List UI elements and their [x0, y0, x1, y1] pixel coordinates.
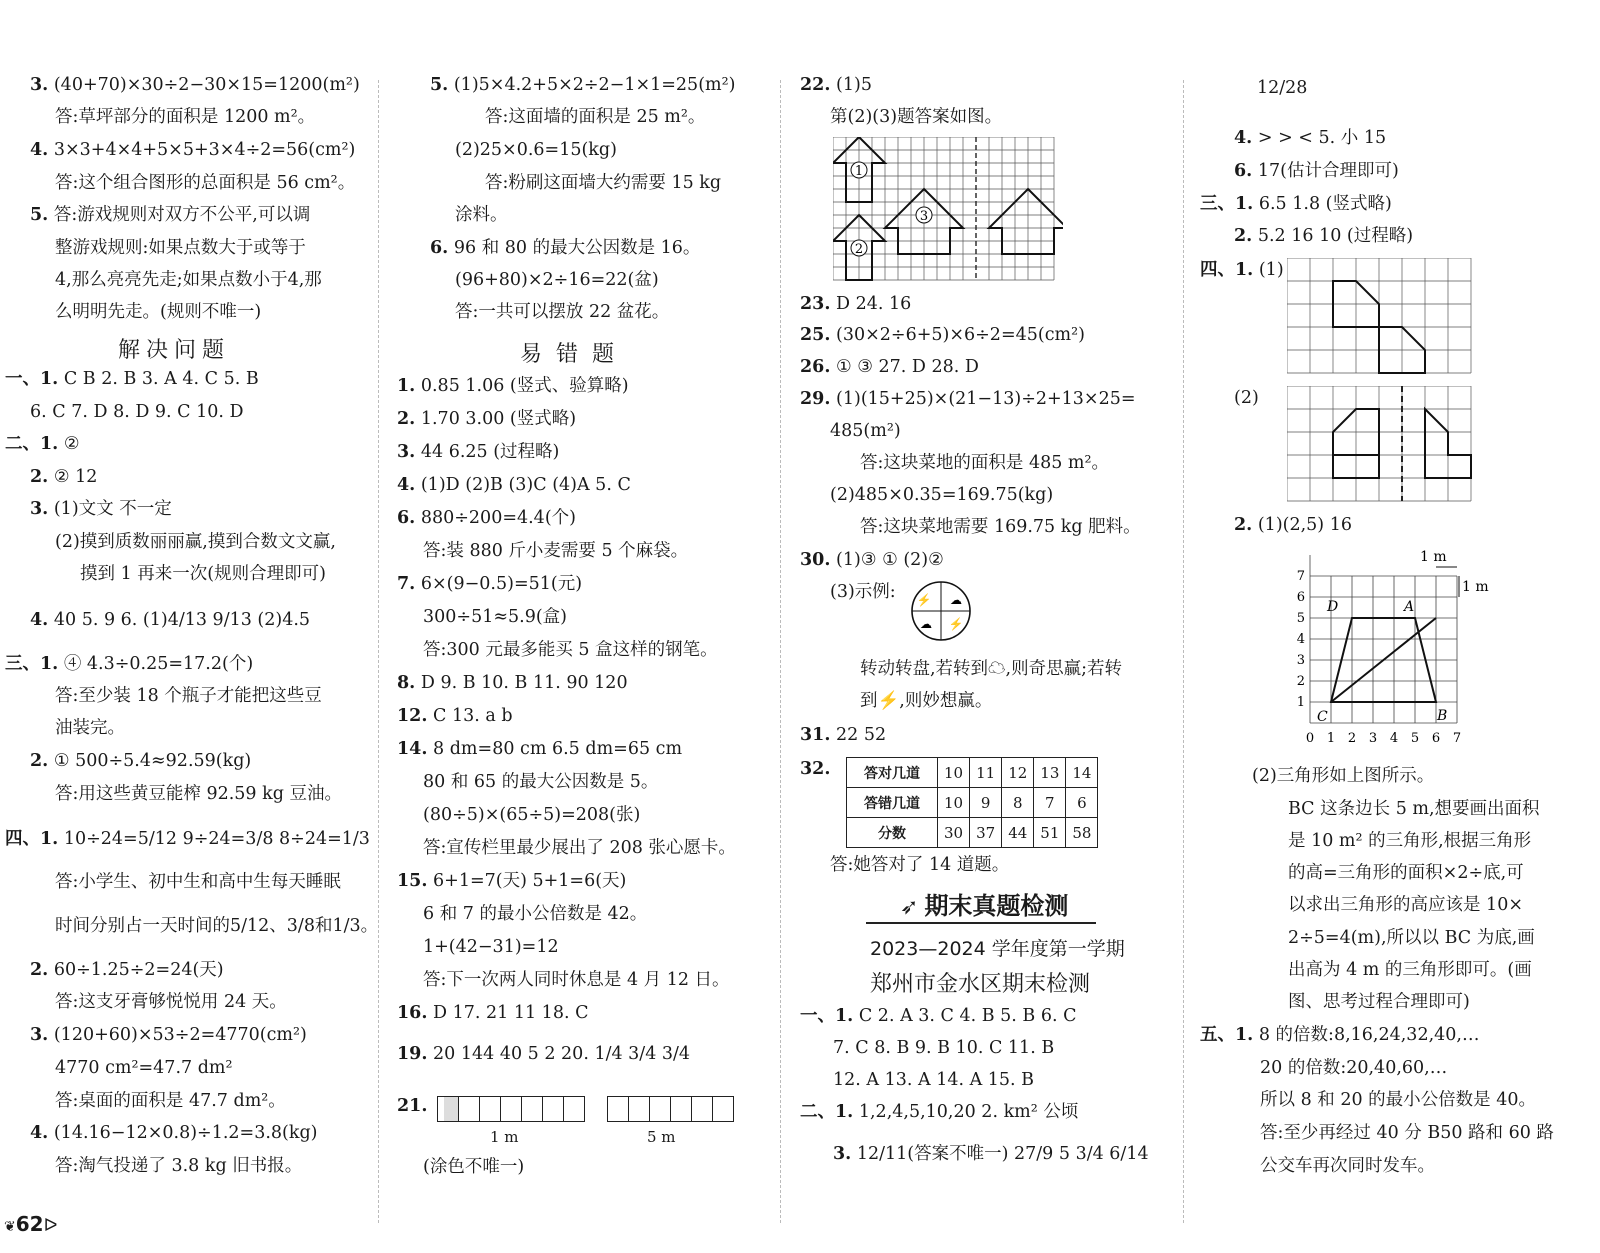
answer-line: (1)(15+25)×(21−13)÷2+13×25=: [836, 389, 1136, 409]
item-number: 19.: [397, 1044, 428, 1064]
item-number: 31.: [800, 725, 831, 745]
table-cell: 51: [1034, 818, 1066, 848]
answer-line: 5.2 16 10 (过程略): [1257, 226, 1414, 246]
cloud-icon: ☁: [920, 617, 932, 631]
item-number: 6.: [397, 508, 416, 528]
item-number: 2.: [1234, 226, 1253, 246]
column-1: [0, 0, 379, 1253]
x-tick-label: 4: [1389, 731, 1399, 746]
shaded-boxes-5m: [607, 1096, 733, 1126]
answer-line: 是 10 m² 的三角形,根据三角形: [1288, 831, 1532, 851]
answer-line: (2): [1234, 388, 1259, 408]
y-tick-label: 1: [1296, 695, 1305, 710]
item-number: 8.: [397, 673, 416, 693]
answer-line: 答:游戏规则对双方不公平,可以调: [53, 205, 311, 225]
answer-line: (2)485×0.35=169.75(kg): [830, 485, 1054, 505]
item-number: 29.: [800, 389, 831, 409]
answer-line: 22 52: [836, 725, 887, 745]
table-cell: 11: [970, 758, 1002, 788]
answer-line: (涂色不唯一): [423, 1157, 525, 1177]
column-2: [385, 0, 775, 1253]
answer-line: 6+1=7(天) 5+1=6(天): [433, 871, 627, 891]
answer-line: 12/11(答案不唯一) 27/9 5 3/4 6/14: [856, 1144, 1149, 1164]
section-heading: 解决问题: [118, 338, 231, 363]
answer-line: 摸到 1 再来一次(规则合理即可): [80, 564, 326, 584]
answer-line: 80 和 65 的最大公因数是 5。: [423, 772, 659, 792]
x-tick-label: 7: [1452, 731, 1462, 746]
table-cell: 58: [1066, 818, 1098, 848]
answer-line: C 13. a b: [433, 706, 513, 726]
x-tick-label: 3: [1368, 731, 1378, 746]
item-number: 12.: [397, 706, 428, 726]
x-tick-label: 0: [1305, 731, 1315, 746]
point-label-d: D: [1327, 599, 1339, 615]
answer-line: (2)三角形如上图所示。: [1252, 766, 1435, 786]
answer-line: 涂料。: [455, 205, 508, 225]
point-label-b: B: [1437, 708, 1448, 724]
answer-line: (1)5×4.2+5×2÷2−1×1=25(m²): [453, 75, 736, 95]
item-number: 7.: [397, 574, 416, 594]
row-header: 答错几道: [847, 788, 938, 818]
answer-line: ② 12: [53, 467, 98, 487]
y-tick-label: 5: [1296, 611, 1305, 626]
rocket-icon: ➶: [900, 895, 919, 920]
cloud-icon: ☁: [950, 593, 962, 607]
answer-line: 880÷200=4.4(个): [420, 508, 576, 528]
table-cell: 9: [970, 788, 1002, 818]
answer-line: 答:这个组合图形的总面积是 56 cm²。: [55, 173, 356, 193]
box-label: 1 m: [490, 1128, 519, 1146]
item-number: 15.: [397, 871, 428, 891]
answer-line: C B 2. B 3. A 4. C 5. B: [63, 369, 259, 389]
answer-line: 到⚡,则妙想赢。: [860, 691, 993, 711]
item-number: 二、1.: [800, 1102, 854, 1122]
answer-line: 答:一共可以摆放 22 盆花。: [455, 302, 670, 322]
table-cell: 44: [1002, 818, 1034, 848]
leaf-icon: ❦: [4, 1219, 16, 1235]
spinner-wheel-figure: [910, 580, 972, 642]
shape-grid-2: [1287, 386, 1477, 504]
x-tick-label: 5: [1410, 731, 1420, 746]
answer-line: (96+80)×2÷16=22(盆): [455, 270, 659, 290]
item-number: 3.: [397, 442, 416, 462]
answer-line: (1)5: [836, 75, 872, 95]
answer-line: 8 的倍数:8,16,24,32,40,…: [1258, 1025, 1480, 1045]
swirl-icon: ᐅ: [43, 1215, 58, 1236]
answer-line: 答:300 元最多能买 5 盒这样的钢笔。: [423, 640, 718, 660]
answer-line: 答:宣传栏里最少展出了 208 张心愿卡。: [423, 838, 736, 858]
item-number: 3.: [833, 1144, 852, 1164]
answer-line: (1)文文 不一定: [53, 499, 172, 519]
answer-line: 6×(9−0.5)=51(元): [420, 574, 583, 594]
answer-line: 答:淘气投递了 3.8 kg 旧书报。: [55, 1156, 303, 1176]
answer-line: 答:这块菜地的面积是 485 m²。: [860, 453, 1110, 473]
shape-grid-1: [1287, 258, 1477, 376]
point-label-c: C: [1317, 709, 1328, 725]
svg-text:1: 1: [854, 164, 864, 179]
answer-line: 答:下一次两人同时休息是 4 月 12 日。: [423, 970, 730, 990]
table-row: [847, 788, 1098, 818]
table-cell: 14: [1066, 758, 1098, 788]
table-cell: 8: [1002, 788, 1034, 818]
answer-line: 12. A 13. A 14. A 15. B: [833, 1070, 1035, 1090]
item-number: 6.: [1234, 161, 1253, 181]
table-row: [847, 818, 1098, 848]
answer-line: (80÷5)×(65÷5)=208(张): [423, 805, 641, 825]
y-tick-label: 2: [1296, 674, 1305, 689]
point-label-a: A: [1404, 599, 1415, 615]
svg-text:3: 3: [919, 209, 929, 224]
answer-line: ②: [63, 434, 80, 454]
item-number: 2.: [1234, 515, 1253, 535]
item-number: 2.: [30, 467, 49, 487]
answer-line: 20 的倍数:20,40,60,…: [1260, 1058, 1448, 1078]
answer-line: ① 500÷5.4≈92.59(kg): [53, 751, 252, 771]
item-number: 26.: [800, 357, 831, 377]
x-tick-label: 6: [1431, 731, 1441, 746]
scale-label-v: 1 m: [1462, 579, 1489, 595]
answer-line: 2÷5=4(m),所以以 BC 为底,画: [1288, 928, 1535, 948]
answer-line: (1)③ ① (2)②: [836, 550, 944, 570]
answer-line: 0.85 1.06 (竖式、验算略): [420, 376, 629, 396]
item-number: 5.: [30, 205, 49, 225]
item-number: 四、1.: [5, 829, 59, 849]
answer-line: 17(估计合理即可): [1257, 161, 1399, 181]
answer-line: 答:粉刷这面墙大约需要 15 kg: [485, 173, 722, 193]
answer-line: (1)(2,5) 16: [1257, 515, 1352, 535]
item-number: 5.: [430, 75, 449, 95]
exam-school: 郑州市金水区期末检测: [870, 972, 1091, 997]
item-number: 二、1.: [5, 434, 59, 454]
answer-line: 答:这块菜地需要 169.75 kg 肥料。: [860, 517, 1141, 537]
column-4: [1192, 0, 1592, 1253]
item-number: 21.: [397, 1096, 428, 1116]
answer-line: (2)25×0.6=15(kg): [455, 140, 617, 160]
answer-line: 第(2)(3)题答案如图。: [830, 107, 1003, 127]
item-number: 2.: [30, 751, 49, 771]
row-header: 分数: [847, 818, 938, 848]
answer-line: (30×2÷6+5)×6÷2=45(cm²): [836, 325, 1085, 345]
table-cell: 7: [1034, 788, 1066, 818]
table-row: [847, 758, 1098, 788]
answer-line: 图、思考过程合理即可): [1288, 992, 1470, 1012]
answer-line: 485(m²): [830, 421, 901, 441]
answer-line: 12/28: [1257, 78, 1308, 98]
answer-line: 6.5 1.8 (竖式略): [1258, 194, 1392, 214]
answer-line: 答:至少装 18 个瓶子才能把这些豆: [55, 686, 322, 706]
y-tick-label: 4: [1296, 632, 1305, 647]
column-divider: [378, 80, 379, 1223]
score-table: [846, 757, 1098, 848]
answer-line: 4770 cm²=47.7 dm²: [55, 1058, 233, 1078]
answer-line: 1,2,4,5,10,20 2. km² 公顷: [858, 1102, 1079, 1122]
answer-line: BC 这条边长 5 m,想要画出面积: [1288, 799, 1540, 819]
answer-line: 答:这面墙的面积是 25 m²。: [485, 107, 706, 127]
column-3: [788, 0, 1180, 1253]
item-number: 一、1.: [5, 369, 59, 389]
answer-line: 答:装 880 斤小麦需要 5 个麻袋。: [423, 541, 689, 561]
answer-line: 答:用这些黄豆能榨 92.59 kg 豆油。: [55, 784, 342, 804]
answer-line: 20 144 40 5 2 20. 1/4 3/4 3/4: [433, 1044, 691, 1064]
answer-line: ① ③ 27. D 28. D: [836, 357, 979, 377]
answer-line: 1.70 3.00 (竖式略): [420, 409, 577, 429]
item-number: 3.: [30, 75, 49, 95]
y-tick-label: 7: [1296, 569, 1305, 584]
item-number: 32.: [800, 759, 831, 779]
answer-line: 1+(42−31)=12: [423, 937, 559, 957]
table-cell: 30: [938, 818, 970, 848]
answer-line: 答:她答对了 14 道题。: [830, 855, 1010, 875]
item-number: 四、1.: [1200, 260, 1254, 280]
title-underline: [866, 922, 1096, 924]
item-number: 25.: [800, 325, 831, 345]
scale-label-h: 1 m: [1420, 549, 1447, 565]
lightning-icon: ⚡: [948, 617, 964, 631]
item-number: 6.: [430, 238, 449, 258]
answer-line: 答:小学生、初中生和高中生每天睡眠: [55, 872, 341, 892]
table-cell: 6: [1066, 788, 1098, 818]
answer-line: (40+70)×30÷2−30×15=1200(m²): [53, 75, 360, 95]
item-number: 三、1.: [1200, 194, 1254, 214]
item-number: 23.: [800, 294, 831, 314]
item-number: 4.: [1234, 128, 1253, 148]
answer-line: 答:这支牙膏够悦悦用 24 天。: [55, 992, 287, 1012]
item-number: 14.: [397, 739, 428, 759]
arrow-grid-figure: [833, 137, 1063, 281]
answer-line: (14.16−12×0.8)÷1.2=3.8(kg): [53, 1123, 318, 1143]
item-number: 1.: [397, 376, 416, 396]
item-number: 30.: [800, 550, 831, 570]
answer-line: D 9. B 10. B 11. 90 120: [420, 673, 628, 693]
table-cell: 12: [1002, 758, 1034, 788]
answer-line: 答:桌面的面积是 47.7 dm²。: [55, 1091, 286, 1111]
answer-line: (120+60)×53÷2=4770(cm²): [53, 1025, 307, 1045]
answer-line: (1): [1258, 260, 1284, 280]
answer-line: 8 dm=80 cm 6.5 dm=65 cm: [433, 739, 683, 759]
table-cell: 10: [938, 758, 970, 788]
answer-line: 么明明先走。(规则不唯一): [55, 302, 262, 322]
item-number: 三、1.: [5, 654, 59, 674]
answer-line: 的高=三角形的面积×2÷底,可: [1288, 863, 1524, 883]
answer-line: D 17. 21 11 18. C: [433, 1003, 589, 1023]
answer-line: C 2. A 3. C 4. B 5. B 6. C: [858, 1006, 1077, 1026]
table-cell: 10: [938, 788, 970, 818]
item-number: 五、1.: [1200, 1025, 1254, 1045]
answer-line: 300÷51≈5.9(盒): [423, 607, 567, 627]
table-cell: 13: [1034, 758, 1066, 788]
row-header: 答对几道: [847, 758, 938, 788]
answer-line: 转动转盘,若转到☁,则奇思赢;若转: [860, 659, 1123, 679]
answer-line: 油装完。: [55, 718, 125, 738]
answer-line: 60÷1.25÷2=24(天): [53, 960, 224, 980]
answer-line: > > < 5. 小 15: [1257, 128, 1387, 148]
answer-line: (3)示例:: [830, 582, 896, 602]
answer-line: D 24. 16: [836, 294, 912, 314]
answer-line: (2)摸到质数丽丽赢,摸到合数文文赢,: [55, 532, 336, 552]
answer-line: 时间分别占一天时间的5/12、3/8和1/3。: [55, 916, 379, 936]
answer-line: 答:至少再经过 40 分 B50 路和 60 路: [1260, 1123, 1554, 1143]
item-number: 3.: [30, 1025, 49, 1045]
coordinate-plot: [1290, 545, 1490, 750]
item-number: 2.: [397, 409, 416, 429]
column-divider: [780, 80, 781, 1223]
answer-line: 96 和 80 的最大公因数是 16。: [453, 238, 701, 258]
item-number: 2.: [30, 960, 49, 980]
answer-line: 整游戏规则:如果点数大于或等于: [55, 238, 306, 258]
item-number: 3.: [30, 499, 49, 519]
shaded-boxes-1m: [437, 1096, 584, 1126]
x-tick-label: 2: [1347, 731, 1357, 746]
answer-line: (1)D (2)B (3)C (4)A 5. C: [420, 475, 631, 495]
answer-line: 4,那么亮亮先走;如果点数小于4,那: [55, 270, 322, 290]
answer-line: 出高为 4 m 的三角形即可。(画: [1288, 960, 1532, 980]
answer-line: 3×3+4×4+5×5+3×4÷2=56(cm²): [53, 140, 356, 160]
item-number: 4.: [30, 610, 49, 630]
table-cell: 37: [970, 818, 1002, 848]
y-tick-label: 3: [1296, 653, 1305, 668]
column-divider: [1183, 80, 1184, 1223]
answer-line: 6. C 7. D 8. D 9. C 10. D: [30, 402, 244, 422]
answer-line: 公交车再次同时发车。: [1260, 1156, 1435, 1176]
y-tick-label: 6: [1296, 590, 1305, 605]
box-label: 5 m: [647, 1128, 676, 1146]
item-number: 一、1.: [800, 1006, 854, 1026]
answer-line: 以求出三角形的高应该是 10×: [1288, 895, 1523, 915]
item-number: 22.: [800, 75, 831, 95]
item-number: 4.: [30, 140, 49, 160]
exam-title: ➶ 期末真题检测: [900, 892, 1069, 920]
answer-line: 10÷24=5/12 9÷24=3/8 8÷24=1/3: [63, 829, 370, 849]
item-number: 4.: [397, 475, 416, 495]
answer-line: 答:草坪部分的面积是 1200 m²。: [55, 107, 316, 127]
answer-line: 40 5. 9 6. (1)4/13 9/13 (2)4.5: [53, 610, 311, 630]
answer-line: 6 和 7 的最小公倍数是 42。: [423, 904, 648, 924]
item-number: 4.: [30, 1123, 49, 1143]
x-tick-label: 1: [1326, 731, 1336, 746]
answer-line: 所以 8 和 20 的最小公倍数是 40。: [1260, 1090, 1536, 1110]
answer-line: 7. C 8. B 9. B 10. C 11. B: [833, 1038, 1055, 1058]
section-heading: 易错题: [520, 342, 629, 367]
exam-term: 2023—2024 学年度第一学期: [870, 938, 1125, 960]
lightning-icon: ⚡: [916, 593, 932, 607]
svg-text:2: 2: [854, 242, 864, 257]
answer-line: 44 6.25 (过程略): [420, 442, 560, 462]
page-number: ❦62ᐅ: [4, 1212, 58, 1236]
item-number: 16.: [397, 1003, 428, 1023]
answer-line: ④ 4.3÷0.25=17.2(个): [63, 654, 254, 674]
